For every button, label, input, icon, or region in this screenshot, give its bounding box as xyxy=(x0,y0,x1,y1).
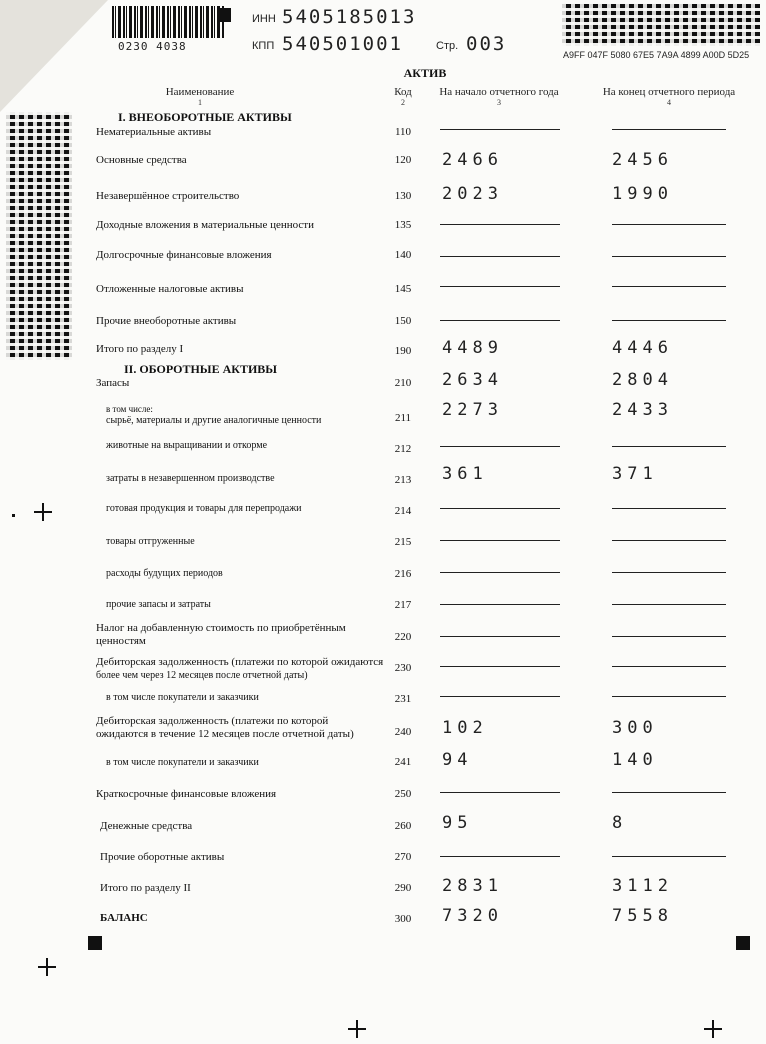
row-label-line2: ценностям xyxy=(96,635,146,647)
inn-value: 5405185013 xyxy=(282,6,417,28)
end-value-line xyxy=(612,856,726,857)
end-value-line xyxy=(612,508,726,509)
row-label: прочие запасы и затраты xyxy=(106,599,211,610)
row-code: 211 xyxy=(394,412,412,424)
section-2-heading: II. ОБОРОТНЫЕ АКТИВЫ xyxy=(124,362,278,376)
dot-mark xyxy=(12,514,15,517)
row-code: 145 xyxy=(394,283,412,295)
end-value-line xyxy=(612,129,726,130)
start-value-line xyxy=(440,256,560,257)
form-code: 0230 4038 xyxy=(118,40,187,53)
row-label: в том числе покупатели и заказчики xyxy=(106,692,259,703)
row-code: 190 xyxy=(394,345,412,357)
row-label: в том числе: xyxy=(106,404,153,414)
registration-mark xyxy=(217,8,231,22)
row-label: БАЛАНС xyxy=(100,912,148,924)
col-header-code: Код xyxy=(394,86,412,98)
crosshair-mark xyxy=(348,1020,366,1038)
start-value-line xyxy=(440,320,560,321)
row-code: 270 xyxy=(394,851,412,863)
end-value-line xyxy=(612,446,726,447)
row-code: 150 xyxy=(394,315,412,327)
end-value-line xyxy=(612,286,726,287)
end-value: 8 xyxy=(612,813,628,833)
row-code: 110 xyxy=(394,126,412,138)
row-code: 220 xyxy=(394,631,412,643)
end-value-line xyxy=(612,572,726,573)
row-label-line2: сырьё, материалы и другие аналогичные ценности xyxy=(106,415,322,426)
row-label: Налог на добавленную стоимость по приобретённым xyxy=(96,622,346,634)
row-label: Дебиторская задолженность (платежи по которой xyxy=(96,715,329,727)
2d-barcode-side xyxy=(6,112,72,360)
row-label: затраты в незавершенном производстве xyxy=(106,473,275,484)
start-value: 2273 xyxy=(442,400,503,420)
kpp-value: 540501001 xyxy=(282,33,403,55)
row-code: 231 xyxy=(394,693,412,705)
row-label: Незавершённое строительство xyxy=(96,190,240,202)
row-code: 300 xyxy=(394,913,412,925)
row-label: Отложенные налоговые активы xyxy=(96,283,244,295)
col-header-name: Наименование xyxy=(165,86,235,98)
row-label: Долгосрочные финансовые вложения xyxy=(96,249,272,261)
row-code: 213 xyxy=(394,474,412,486)
page-label: Стр. xyxy=(436,40,459,52)
row-label: в том числе покупатели и заказчики xyxy=(106,757,259,768)
row-label: Денежные средства xyxy=(100,820,193,832)
start-value: 7320 xyxy=(442,906,503,926)
registration-mark xyxy=(736,936,750,950)
row-label: Основные средства xyxy=(96,154,187,166)
row-code: 230 xyxy=(394,662,412,674)
end-value-line xyxy=(612,792,726,793)
row-label: товары отгруженные xyxy=(106,536,195,547)
col-header-end: На конец отчетного периода xyxy=(602,86,736,98)
end-value-line xyxy=(612,256,726,257)
row-label-line2: более чем через 12 месяцев после отчетной даты) xyxy=(96,670,308,681)
row-label: Итого по разделу I xyxy=(96,343,184,355)
row-code: 260 xyxy=(394,820,412,832)
start-value: 2023 xyxy=(442,184,503,204)
inn-label: ИНН xyxy=(252,13,276,25)
folded-corner xyxy=(0,0,108,112)
end-value: 2456 xyxy=(612,150,673,170)
start-value-line xyxy=(440,572,560,573)
start-value-line xyxy=(440,286,560,287)
start-value-line xyxy=(440,636,560,637)
end-value: 300 xyxy=(612,718,658,738)
start-value: 94 xyxy=(442,750,473,770)
start-value-line xyxy=(440,224,560,225)
start-value-line xyxy=(440,540,560,541)
2d-barcode-top xyxy=(562,4,760,46)
col-index-code: 2 xyxy=(401,98,405,107)
end-value-line xyxy=(612,224,726,225)
end-value: 7558 xyxy=(612,906,673,926)
row-code: 140 xyxy=(394,249,412,261)
start-value-line xyxy=(440,696,560,697)
row-label: Запасы xyxy=(96,377,130,389)
start-value-line xyxy=(440,446,560,447)
end-value-line xyxy=(612,666,726,667)
end-value-line xyxy=(612,696,726,697)
end-value-line xyxy=(612,604,726,605)
row-code: 250 xyxy=(394,788,412,800)
start-value-line xyxy=(440,792,560,793)
page-title: АКТИВ xyxy=(403,66,447,80)
start-value: 2466 xyxy=(442,150,503,170)
linear-barcode xyxy=(112,6,224,38)
row-code: 120 xyxy=(394,154,412,166)
row-label: Краткосрочные финансовые вложения xyxy=(96,788,277,800)
row-label-line2: ожидаются в течение 12 месяцев после отчетной даты) xyxy=(96,728,354,740)
row-label: Прочие внеоборотные активы xyxy=(96,315,237,327)
end-value-line xyxy=(612,636,726,637)
row-label: животные на выращивании и откорме xyxy=(106,440,268,451)
row-code: 215 xyxy=(394,536,412,548)
start-value: 2634 xyxy=(442,370,503,390)
row-label: Дебиторская задолженность (платежи по которой ожидаются xyxy=(96,656,384,668)
row-label: расходы будущих периодов xyxy=(106,568,223,579)
start-value: 102 xyxy=(442,718,488,738)
row-code: 290 xyxy=(394,882,412,894)
start-value-line xyxy=(440,129,560,130)
row-label: готовая продукция и товары для перепродажи xyxy=(106,503,302,514)
start-value-line xyxy=(440,508,560,509)
crosshair-mark xyxy=(34,503,52,521)
crosshair-mark xyxy=(38,958,56,976)
col-header-start: На начало отчетного года xyxy=(439,86,559,98)
row-code: 241 xyxy=(394,756,412,768)
end-value: 371 xyxy=(612,464,658,484)
start-value-line xyxy=(440,856,560,857)
end-value: 2433 xyxy=(612,400,673,420)
start-value: 4489 xyxy=(442,338,503,358)
end-value-line xyxy=(612,540,726,541)
end-value-line xyxy=(612,320,726,321)
kpp-label: КПП xyxy=(252,40,275,52)
registration-mark xyxy=(88,936,102,950)
document-hash: A9FF 047F 5080 67E5 7A9A 4899 A00D 5D25 xyxy=(563,50,750,60)
row-code: 210 xyxy=(394,377,412,389)
row-label: Прочие оборотные активы xyxy=(100,851,225,863)
start-value-line xyxy=(440,666,560,667)
start-value: 2831 xyxy=(442,876,503,896)
row-code: 217 xyxy=(394,599,412,611)
end-value: 3112 xyxy=(612,876,673,896)
end-value: 1990 xyxy=(612,184,673,204)
row-code: 214 xyxy=(394,505,412,517)
row-code: 240 xyxy=(394,726,412,738)
page-number: 003 xyxy=(466,33,507,55)
row-code: 216 xyxy=(394,568,412,580)
start-value-line xyxy=(440,604,560,605)
col-index-end: 4 xyxy=(667,98,671,107)
row-code: 212 xyxy=(394,443,412,455)
col-index-name: 1 xyxy=(198,98,202,107)
row-label: Итого по разделу II xyxy=(100,882,191,894)
start-value: 95 xyxy=(442,813,473,833)
col-index-start: 3 xyxy=(497,98,501,107)
end-value: 140 xyxy=(612,750,658,770)
row-label: Доходные вложения в материальные ценности xyxy=(96,219,314,231)
end-value: 2804 xyxy=(612,370,673,390)
row-code: 130 xyxy=(394,190,412,202)
section-1-heading: I. ВНЕОБОРОТНЫЕ АКТИВЫ xyxy=(118,110,292,124)
crosshair-mark xyxy=(704,1020,722,1038)
row-code: 135 xyxy=(394,219,412,231)
row-label: Нематериальные активы xyxy=(96,126,212,138)
start-value: 361 xyxy=(442,464,488,484)
end-value: 4446 xyxy=(612,338,673,358)
